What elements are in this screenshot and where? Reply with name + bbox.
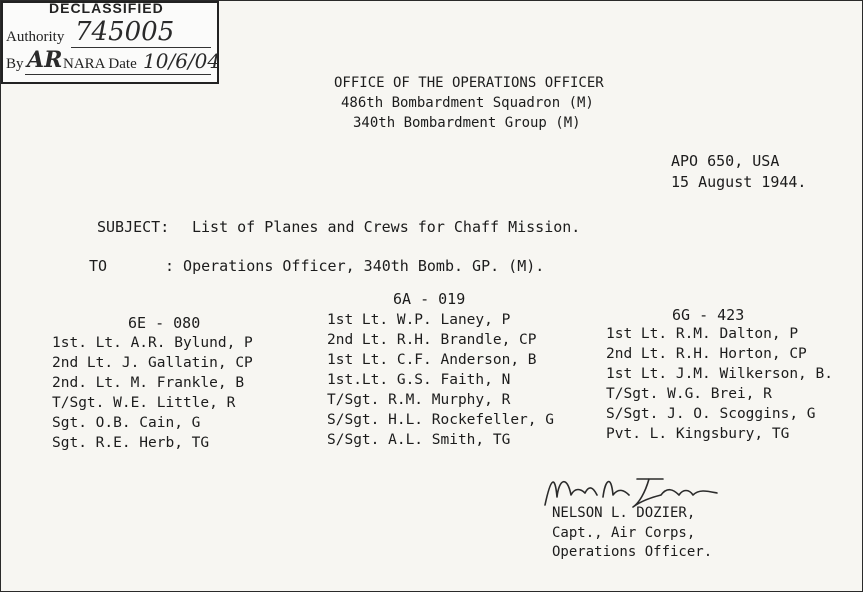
crew-member: Sgt. R.E. Herb, TG — [52, 435, 210, 451]
crew-member: S/Sgt. A.L. Smith, TG — [327, 432, 511, 448]
crew-member: 2nd. Lt. M. Frankle, B — [52, 375, 245, 391]
crew-member: 1st Lt. W.P. Laney, P — [327, 312, 511, 328]
to-text: : Operations Officer, 340th Bomb. GP. (M). — [165, 257, 545, 275]
stamp-nara-date-label: NARA Date — [63, 56, 137, 72]
dateline-date: 15 August 1944. — [671, 173, 807, 191]
crew-member: T/Sgt. R.M. Murphy, R — [327, 392, 511, 408]
crew-member: 2nd Lt. R.H. Horton, CP — [606, 346, 807, 362]
crew-member: 2nd Lt. R.H. Brandle, CP — [327, 332, 537, 348]
stamp-authority-line — [71, 47, 211, 48]
signature-rank: Capt., Air Corps, — [552, 525, 696, 541]
crew-list — [606, 324, 833, 444]
crew-member: 1st.Lt. G.S. Faith, N — [327, 372, 511, 388]
stamp-by-label: By — [6, 56, 24, 72]
header-squadron: 486th Bombardment Squadron (M) — [341, 95, 594, 111]
crew-list — [327, 310, 554, 450]
stamp-authority-value: 745005 — [75, 17, 175, 47]
plane-code: 6G - 423 — [672, 306, 745, 324]
crew-member: 1st Lt. C.F. Anderson, B — [327, 352, 537, 368]
crew-member: T/Sgt. W.E. Little, R — [52, 395, 236, 411]
stamp-date-value: 10/6/04 — [143, 49, 221, 73]
subject-text: List of Planes and Crews for Chaff Mission. — [192, 218, 581, 236]
signature-name: NELSON L. DOZIER, — [552, 505, 696, 521]
crew-list — [52, 333, 253, 453]
crew-member: T/Sgt. W.G. Brei, R — [606, 386, 772, 402]
header-group: 340th Bombardment Group (M) — [353, 115, 581, 131]
signature-title: Operations Officer. — [552, 544, 713, 560]
crew-member: S/Sgt. H.L. Rockefeller, G — [327, 412, 554, 428]
stamp-title: DECLASSIFIED — [49, 0, 164, 16]
crew-member: Sgt. O.B. Cain, G — [52, 415, 201, 431]
plane-code: 6A - 019 — [393, 290, 466, 308]
crew-member: Pvt. L. Kingsbury, TG — [606, 426, 790, 442]
stamp-by-line — [25, 74, 211, 75]
dateline-apo: APO 650, USA — [671, 152, 780, 170]
crew-member: 1st Lt. J.M. Wilkerson, B. — [606, 366, 833, 382]
stamp-by-value: AR — [27, 47, 63, 73]
crew-member: S/Sgt. J. O. Scoggins, G — [606, 406, 816, 422]
header-office: OFFICE OF THE OPERATIONS OFFICER — [334, 75, 604, 91]
crew-member: 1st Lt. R.M. Dalton, P — [606, 326, 799, 342]
crew-member: 2nd Lt. J. Gallatin, CP — [52, 355, 253, 371]
subject-label: SUBJECT: — [97, 218, 170, 236]
to-label: TO — [89, 257, 108, 275]
declassified-stamp — [1, 1, 219, 84]
stamp-authority-label: Authority — [6, 29, 65, 45]
plane-code: 6E - 080 — [128, 314, 201, 332]
crew-member: 1st. Lt. A.R. Bylund, P — [52, 335, 253, 351]
